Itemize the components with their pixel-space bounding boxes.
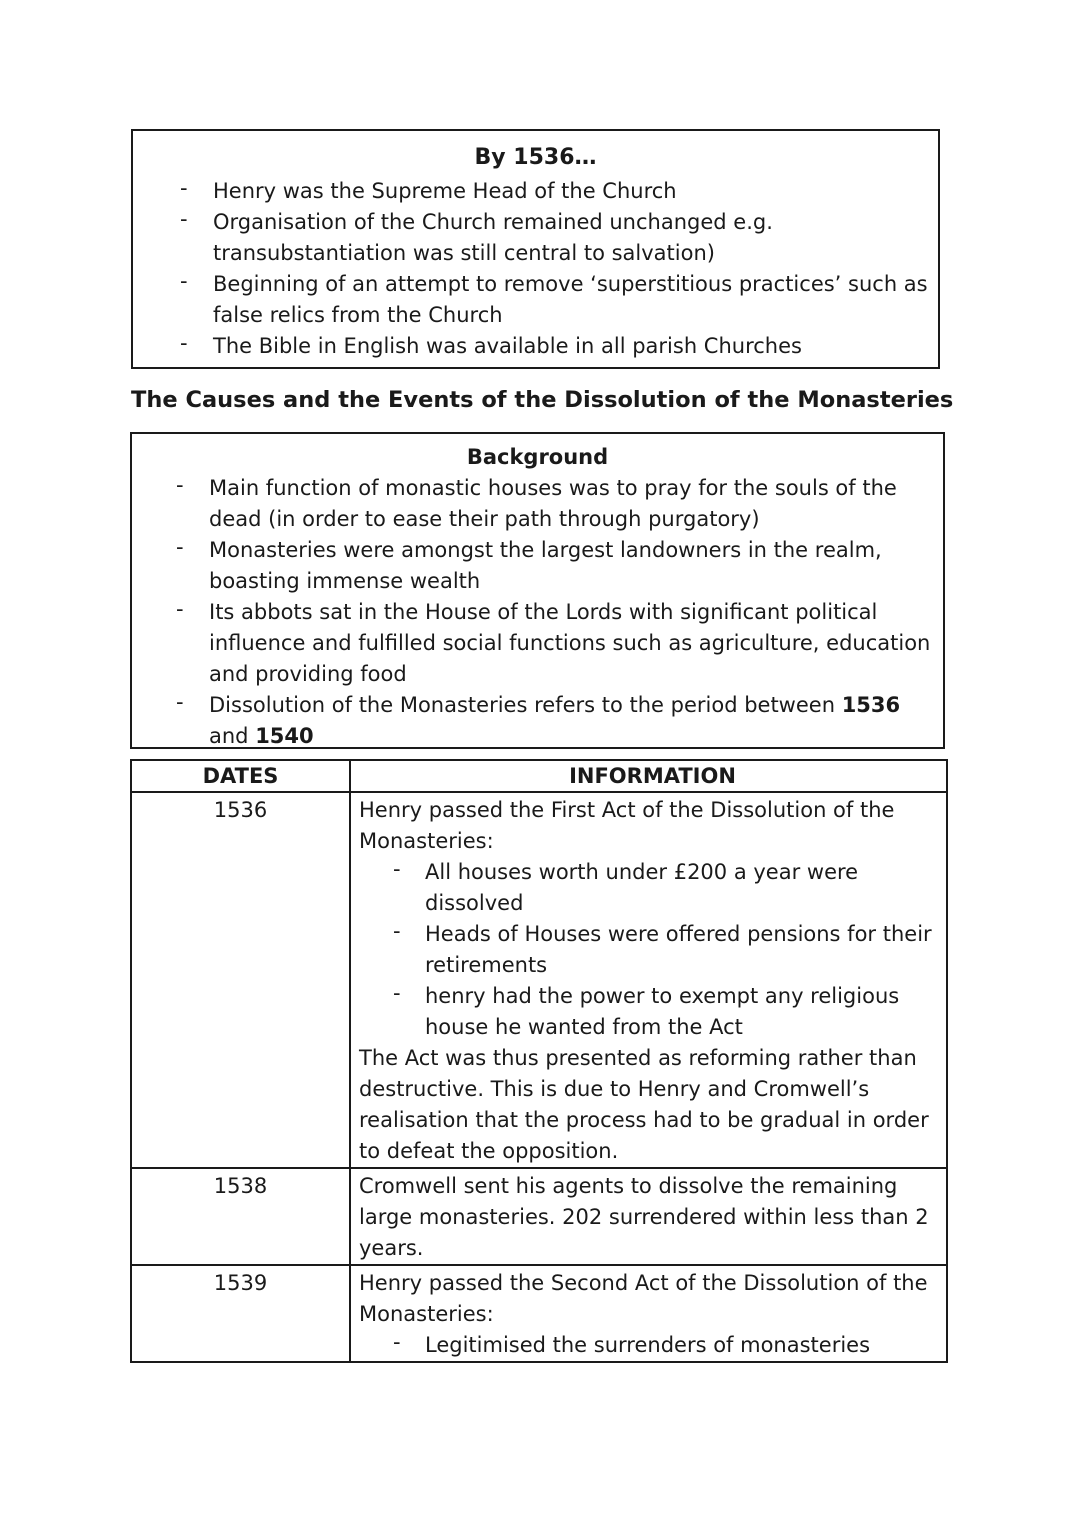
info-bullet-list [359,857,942,1043]
list-item: - Its abbots sat in the House of the Lords with significant political influence and fulfilled social functions such as agriculture, education and providing food [176,597,931,686]
dash-bullet: - [176,535,184,559]
list-item: - Beginning of an attempt to remove ‘superstitious practices’ such as false relics from the Church [180,269,928,327]
dash-bullet: - [180,176,188,200]
dash-bullet: - [180,269,188,293]
dash-bullet: - [393,919,401,943]
year-end: 1540 [255,724,314,748]
list-item: - All houses worth under £200 a year were dissolved [393,857,859,915]
list-item: - Heads of Houses were offered pensions for their retirements [393,919,932,977]
dash-bullet: - [176,597,184,621]
list-item: - The Bible in English was available in all parish Churches [180,331,802,358]
background-box [130,432,945,749]
by-1536-list [180,176,928,362]
dash-bullet: - [393,857,401,881]
dash-bullet: - [393,1330,401,1354]
dash-bullet: - [180,331,188,355]
table-header-row [131,760,947,792]
background-list [176,473,931,752]
timeline-table [130,759,948,1363]
background-title: Background [466,445,609,469]
list-item: - Henry was the Supreme Head of the Church [180,176,677,203]
year-start: 1536 [841,693,901,717]
dash-bullet: - [176,473,184,497]
table-row [131,1265,947,1362]
list-item: - Main function of monastic houses was to pray for the souls of the dead (in order to ease their path through purgatory) [176,473,897,531]
dates-header: DATES [131,760,350,792]
list-item: - henry had the power to exempt any religious house he wanted from the Act [393,981,900,1039]
info-cell: Cromwell sent his agents to dissolve the remaining large monasteries. 202 surrendered within less than 2 years. [350,1168,947,1265]
list-item: - Legitimised the surrenders of monasteries [393,1330,871,1357]
dash-bullet: - [176,690,184,714]
date-cell: 1539 [131,1265,350,1362]
list-item: - Dissolution of the Monasteries refers to the period between 1536 and 1540 [176,690,901,748]
by-1536-box [131,129,940,369]
date-cell: 1538 [131,1168,350,1265]
list-item: - Organisation of the Church remained unchanged e.g. transubstantiation was still central to salvation) [180,207,773,265]
info-cell: Henry passed the Second Act of the Dissolution of the Monasteries: - Legitimised the surrenders of monasteries [350,1265,947,1362]
dash-bullet: - [393,981,401,1005]
info-cell: Henry passed the First Act of the Dissolution of the Monasteries: - All houses worth under £200 a year were dissolved - Heads of Houses were offered pensions for their retirements - henry had the power to exempt any religious house he wanted from the Act The Act was thus presented as reforming rather than destructive. This is due to Henry and Cromwell’s realisation that the process had to be gradual in order to defeat the opposition. [350,792,947,1168]
list-item: - Monasteries were amongst the largest landowners in the realm, boasting immense wealth [176,535,882,593]
info-bullet-list [359,1330,942,1361]
date-cell: 1536 [131,792,350,1168]
information-header: INFORMATION [350,760,947,792]
dash-bullet: - [180,207,188,231]
by-1536-title: By 1536… [474,145,597,170]
section-heading: The Causes and the Events of the Dissolution of the Monasteries [131,387,954,413]
table-row [131,792,947,1168]
table-row [131,1168,947,1265]
